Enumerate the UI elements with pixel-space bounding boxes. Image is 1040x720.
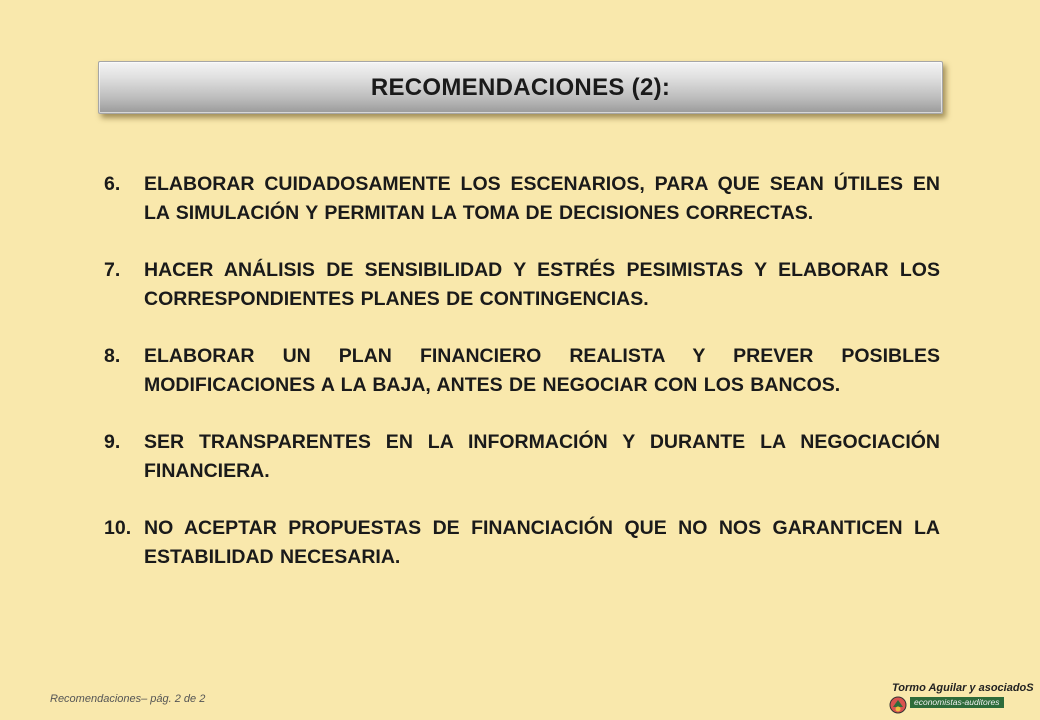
recommendations-list [104,170,940,600]
item-text: NO ACEPTAR PROPUESTAS DE FINANCIACIÓN QUE NO NOS GARANTICEN LA ESTABILIDAD NECESARIA. [144,517,940,568]
title-banner [98,61,943,114]
list-item [104,170,940,228]
list-item [104,428,940,486]
page-footer: Recomendaciones– pág. 2 de 2 [50,693,206,705]
item-number: 9. [104,431,121,453]
item-number: 10. [104,517,132,539]
logo-name: Tormo Aguilar y asociadoS [892,682,1034,694]
list-item [104,342,940,400]
item-text: SER TRANSPARENTES EN LA INFORMACIÓN Y DURANTE LA NEGOCIACIÓN FINANCIERA. [144,431,940,482]
list-item [104,514,940,572]
page-title: RECOMENDACIONES (2): [370,73,671,101]
logo-emblem-icon [888,695,908,715]
item-text: ELABORAR UN PLAN FINANCIERO REALISTA Y PREVER POSIBLES MODIFICACIONES A LA BAJA, ANTES DE NEGOCIAR CON LOS BANCOS. [144,345,940,396]
list-item [104,256,940,314]
company-logo [884,680,1034,718]
item-number: 8. [104,345,121,367]
item-text: ELABORAR CUIDADOSAMENTE LOS ESCENARIOS, PARA QUE SEAN ÚTILES EN LA SIMULACIÓN Y PERMITAN LA TOMA DE DECISIONES CORRECTAS. [144,173,940,224]
item-number: 6. [104,173,121,195]
item-number: 7. [104,259,121,281]
logo-tagline: economistas-auditores [910,697,1004,708]
item-text: HACER ANÁLISIS DE SENSIBILIDAD Y ESTRÉS PESIMISTAS Y ELABORAR LOS CORRESPONDIENTES PLANES DE CONTINGENCIAS. [144,259,940,310]
